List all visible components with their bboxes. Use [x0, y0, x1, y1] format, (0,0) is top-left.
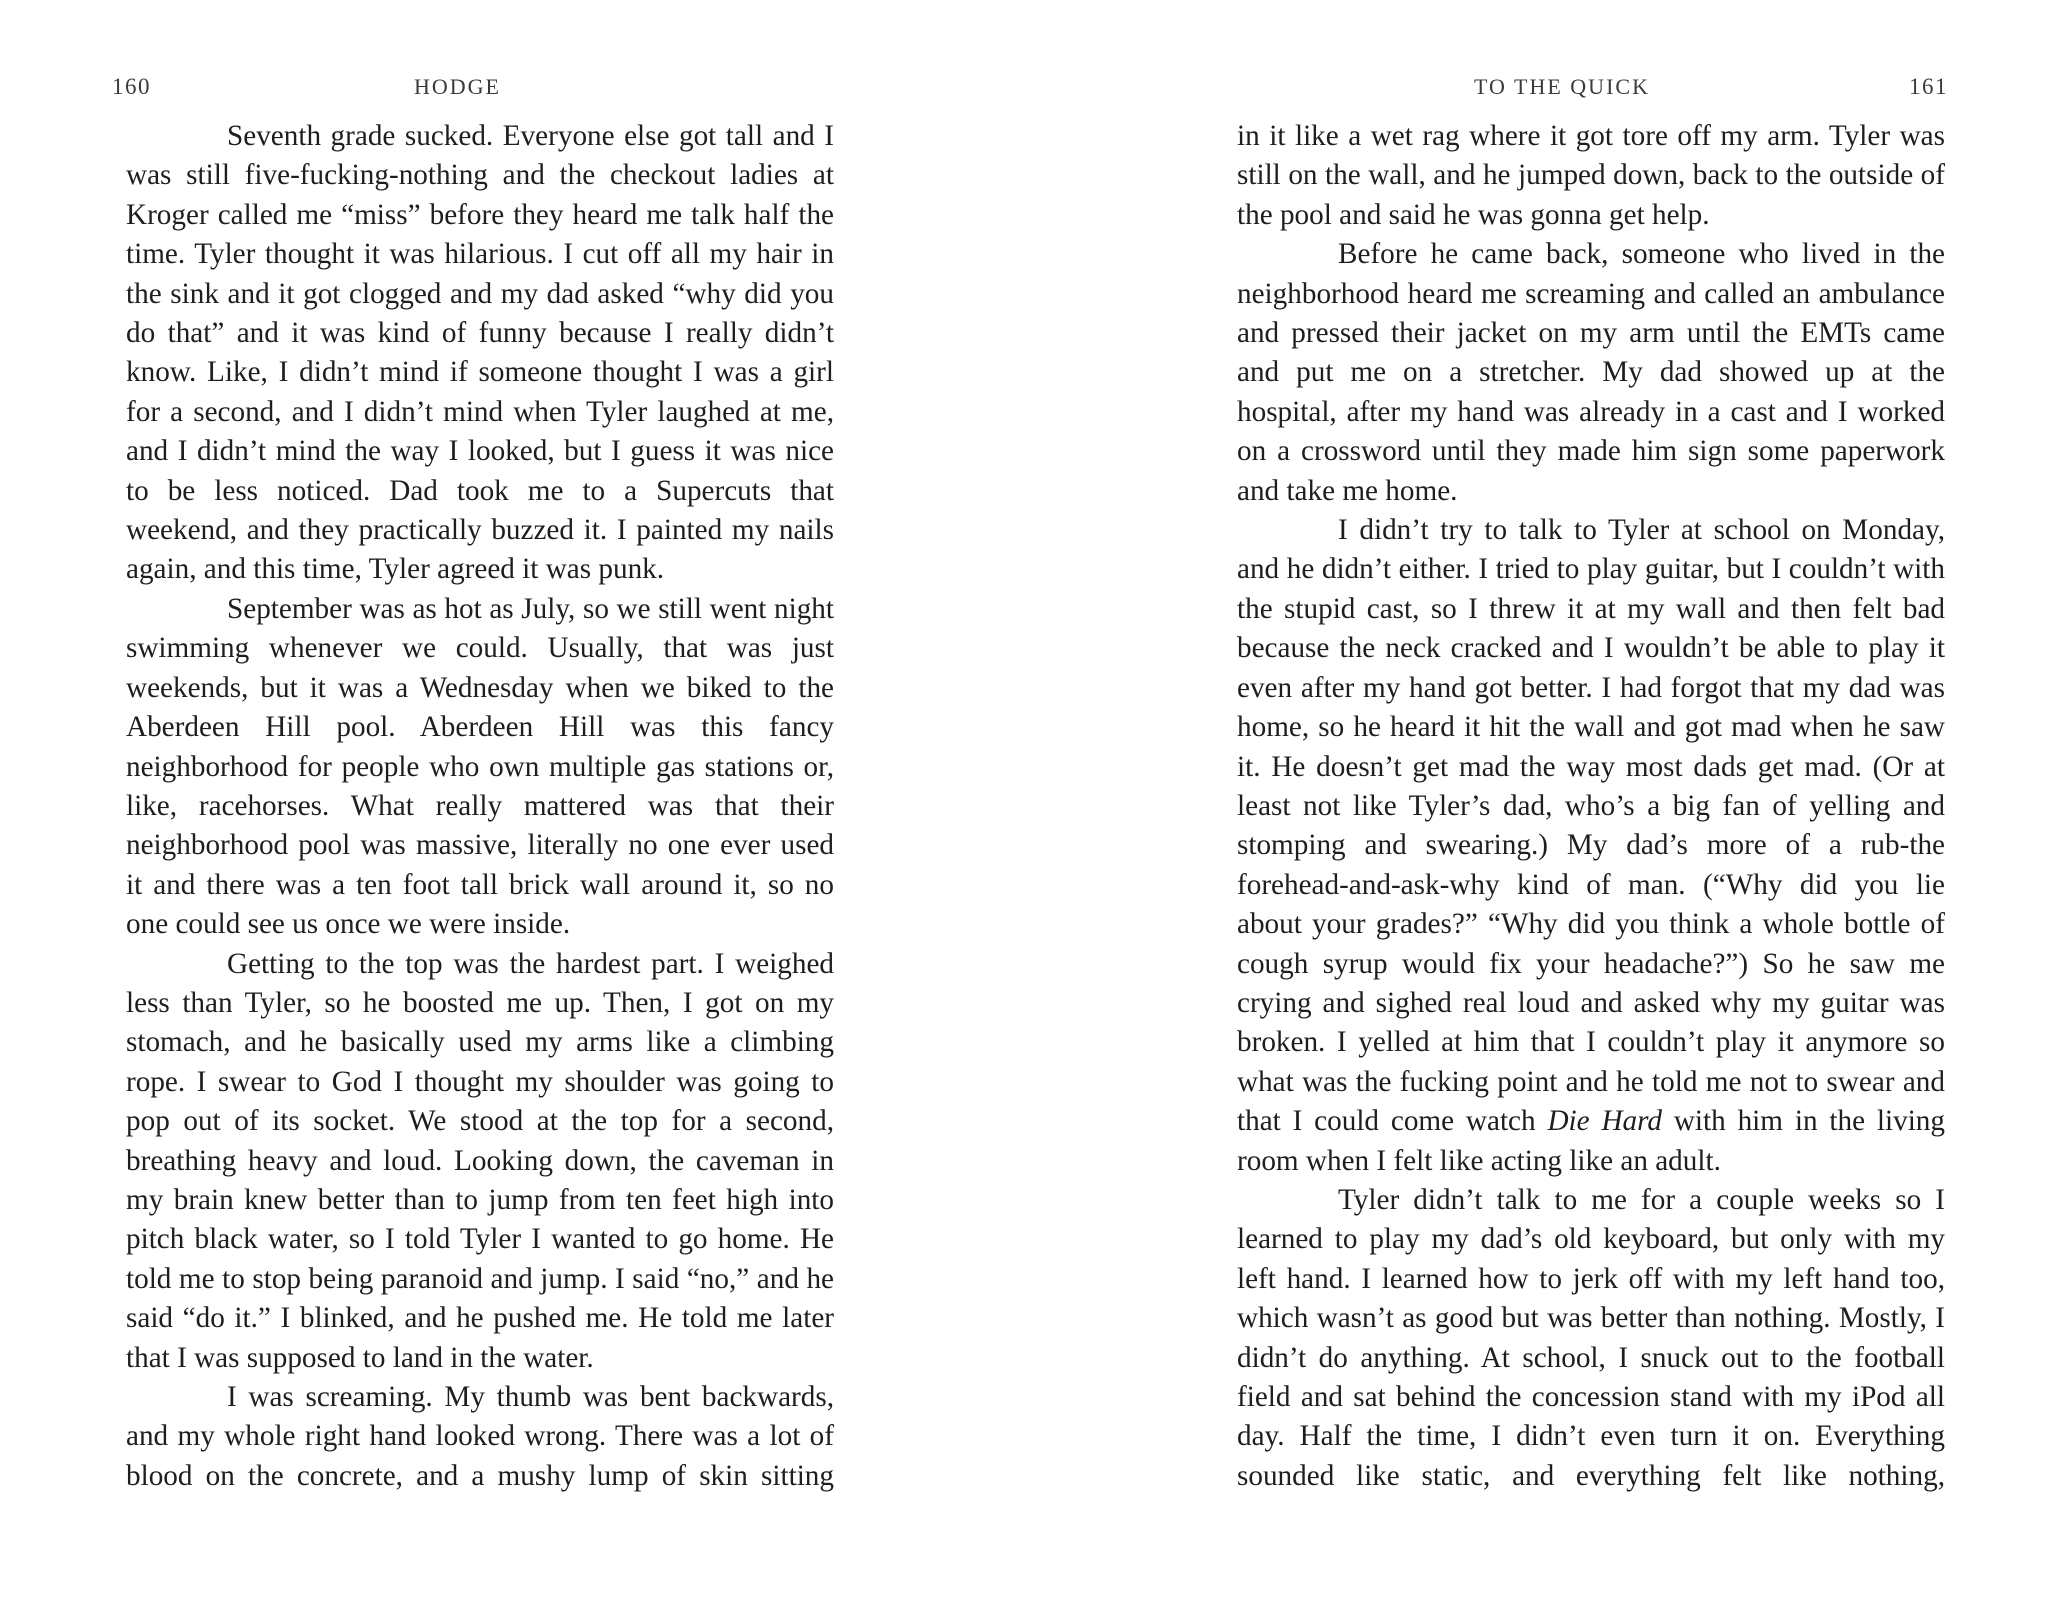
paragraph-continued: in it like a wet rag where it got tore off my arm. Tyler was still on the wall, and he jumped down, back to the outside of the pool and said he was gonna get help.	[1237, 120, 1945, 231]
paragraph-text: with him in the living room when I felt like acting like an adult.	[1237, 1105, 1945, 1177]
paragraph-continues: I was screaming. My thumb was bent backwards, and my whole right hand looked wrong. There was a lot of blood on the concrete, and a mushy lump of skin sitting	[126, 1381, 834, 1492]
left-page-body	[126, 117, 834, 1496]
paragraph-continues: Tyler didn’t talk to me for a couple weeks so I learned to play my dad’s old keyboard, but only with my left hand. I learned how to jerk off with my left hand too, which wasn’t as good but was better than nothing. Mostly, I didn’t do anything. At school, I snuck out to the football field and sat behind the concession stand with my iPod all day. Half the time, I didn’t even turn it on. Everything sounded like static, and everything felt like nothing,	[1237, 1183, 1945, 1492]
running-head-title: TO THE QUICK	[1474, 74, 1650, 99]
left-running-head	[112, 74, 834, 106]
page-number-left: 160	[112, 74, 151, 99]
right-page-body	[1237, 117, 1945, 1496]
paragraph-with-title	[1237, 511, 1945, 1181]
paragraph: Seventh grade sucked. Everyone else got tall and I was still five-fucking-nothing and the checkout ladies at Kroger called me “miss” before they heard me talk half the time. Tyler thought it was hilarious. I cut off all my hair in the sink and it got clogged and my dad asked “why did you do that” and it was kind of funny because I really didn’t know. Like, I didn’t mind if someone thought I was a girl for a second, and I didn’t mind when Tyler laughed at me, and I didn’t mind the way I looked, but I guess it was nice to be less noticed. Dad took me to a Supercuts that weekend, and they practically buzzed it. I painted my nails again, and this time, Tyler agreed it was punk.	[126, 120, 834, 586]
page-number-right: 161	[1909, 74, 1948, 99]
paragraph: Getting to the top was the hardest part. I weighed less than Tyler, so he boosted me up. Then, I got on my stomach, and he basically used my arms like a climbing rope. I swear to God I thought my shoulder was going to pop out of its socket. We stood at the top for a second, breathing heavy and loud. Looking down, the caveman in my brain knew better than to jump from ten feet high into pitch black water, so I told Tyler I wanted to go home. He told me to stop being paranoid and jump. I said “no,” and he said “do it.” I blinked, and he pushed me. He told me later that I was supposed to land in the water.	[126, 947, 834, 1374]
film-title: Die Hard	[1547, 1105, 1662, 1138]
left-page	[112, 0, 834, 1598]
paragraph: September was as hot as July, so we still went night swimming whenever we could. Usually, that was just weekends, but it was a Wednesday when we biked to the Aberdeen Hill pool. Aberdeen Hill was this fancy neighborhood for people who own multiple gas stations or, like, racehorses. What really mattered was that their neighborhood pool was massive, literally no one ever used it and there was a ten foot tall brick wall around it, so no one could see us once we were inside.	[126, 592, 834, 941]
right-running-head	[1237, 74, 1948, 106]
running-head-author: HODGE	[414, 74, 501, 99]
paragraph-text: I didn’t try to talk to Tyler at school on Monday, and he didn’t either. I tried to play guitar, but I couldn’t with the stupid cast, so I threw it at my wall and then felt bad because the neck cracked and I wouldn’t be able to play it even after my hand got better. I had forgot that my dad was home, so he heard it hit the wall and got mad when he saw it. He doesn’t get mad the way most dads get mad. (Or at least not like Tyler’s dad, who’s a big fan of yelling and stomping and swearing.) My dad’s more of a rub-the forehead-and-ask-why kind of man. (“Why did you lie about your grades?” “Why did you think a whole bottle of cough syrup would fix your headache?”) So he saw me crying and sighed real loud and asked why my guitar was broken. I yelled at him that I couldn’t play it anymore so what was the fucking point and he told me not to swear and that I could come watch	[1237, 514, 1945, 1138]
paragraph: Before he came back, someone who lived in the neighborhood heard me screaming and called an ambulance and pressed their jacket on my arm until the EMTs came and put me on a stretcher. My dad showed up at the hospital, after my hand was already in a cast and I worked on a crossword until they made him sign some paperwork and take me home.	[1237, 238, 1945, 507]
right-page	[1237, 0, 1948, 1598]
